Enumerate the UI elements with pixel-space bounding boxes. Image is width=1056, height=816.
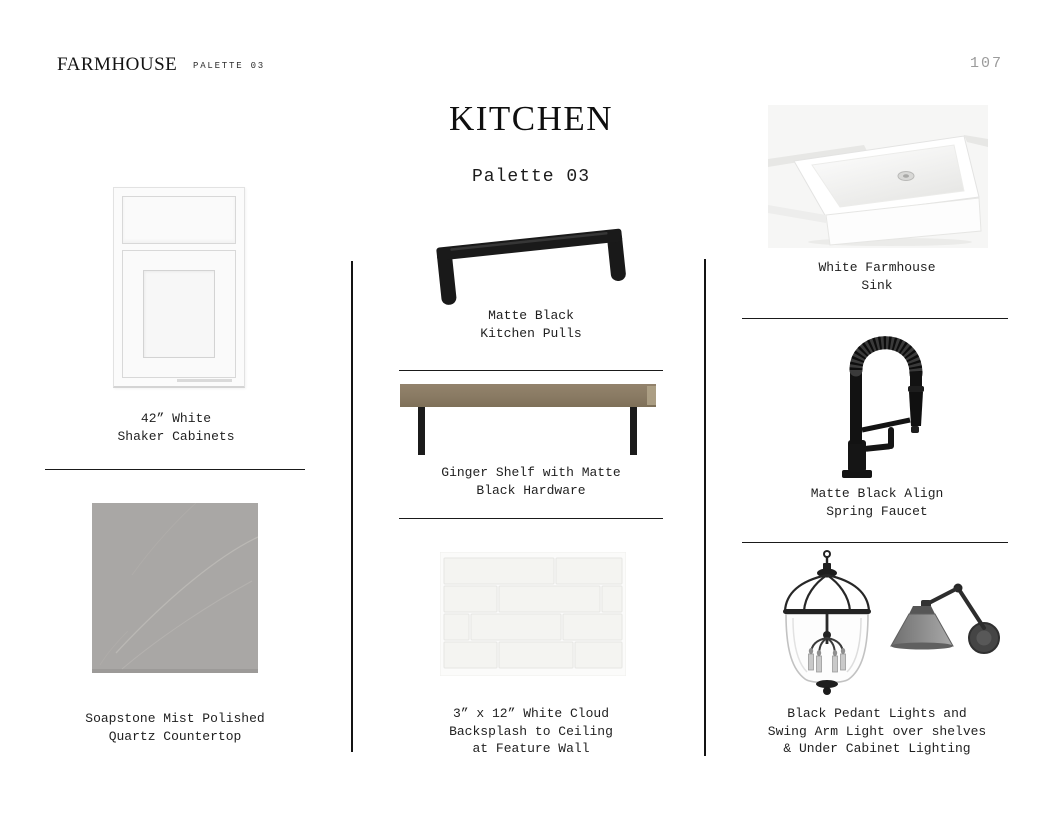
rule-above-faucet: [742, 318, 1008, 319]
shelf-label: Ginger Shelf with Matte Black Hardware: [441, 465, 621, 498]
lighting-label: Black Pedant Lights and Swing Arm Light over shelves & Under Cabinet Lighting: [767, 706, 987, 756]
sink-label: White Farmhouse Sink: [818, 260, 936, 293]
backsplash-tile-image: [440, 552, 626, 676]
pendant-light: [783, 551, 871, 695]
backsplash-label: 3” x 12” White Cloud Backsplash to Ceiling at Feature Wall: [449, 706, 613, 756]
cabinet-door-front: [122, 250, 236, 378]
rule-under-cabinets: [45, 469, 305, 470]
countertop-sample-image: [92, 503, 258, 673]
sink-image: [768, 105, 988, 248]
faucet-image: [806, 330, 946, 485]
page-title: KITCHEN: [448, 99, 614, 138]
cabinet-recessed-panel: [143, 270, 215, 358]
rule-above-lighting: [742, 542, 1008, 543]
page-number: 107: [970, 55, 1004, 72]
palette-tag: PALETTE 03: [193, 61, 266, 71]
shelf-image: [400, 384, 656, 456]
pulls-label: Matte Black Kitchen Pulls: [480, 308, 582, 341]
cabinet-photo-watermark: [177, 379, 232, 382]
rule-above-shelf: [399, 370, 663, 371]
cabinets-label: 42” White Shaker Cabinets: [117, 411, 235, 444]
page-subtitle: Palette 03: [471, 167, 591, 187]
shelf-left-bracket: [418, 407, 425, 455]
column-divider-left: [351, 261, 353, 752]
shelf-right-bracket: [630, 407, 637, 455]
cabinet-drawer-front: [122, 196, 236, 244]
countertop-label: Soapstone Mist Polished Quartz Countertop: [85, 711, 265, 744]
kitchen-pull-image: [426, 206, 636, 306]
rule-above-backsplash: [399, 518, 663, 519]
cabinet-sample-image: [113, 187, 245, 388]
faucet-label: Matte Black Align Spring Faucet: [810, 486, 944, 519]
column-divider-right: [704, 259, 706, 756]
shelf-wood-plank: [400, 384, 656, 407]
brand-title: FARMHOUSE: [57, 54, 178, 75]
lighting-image: [755, 548, 1005, 705]
swing-arm-light: [891, 584, 999, 654]
